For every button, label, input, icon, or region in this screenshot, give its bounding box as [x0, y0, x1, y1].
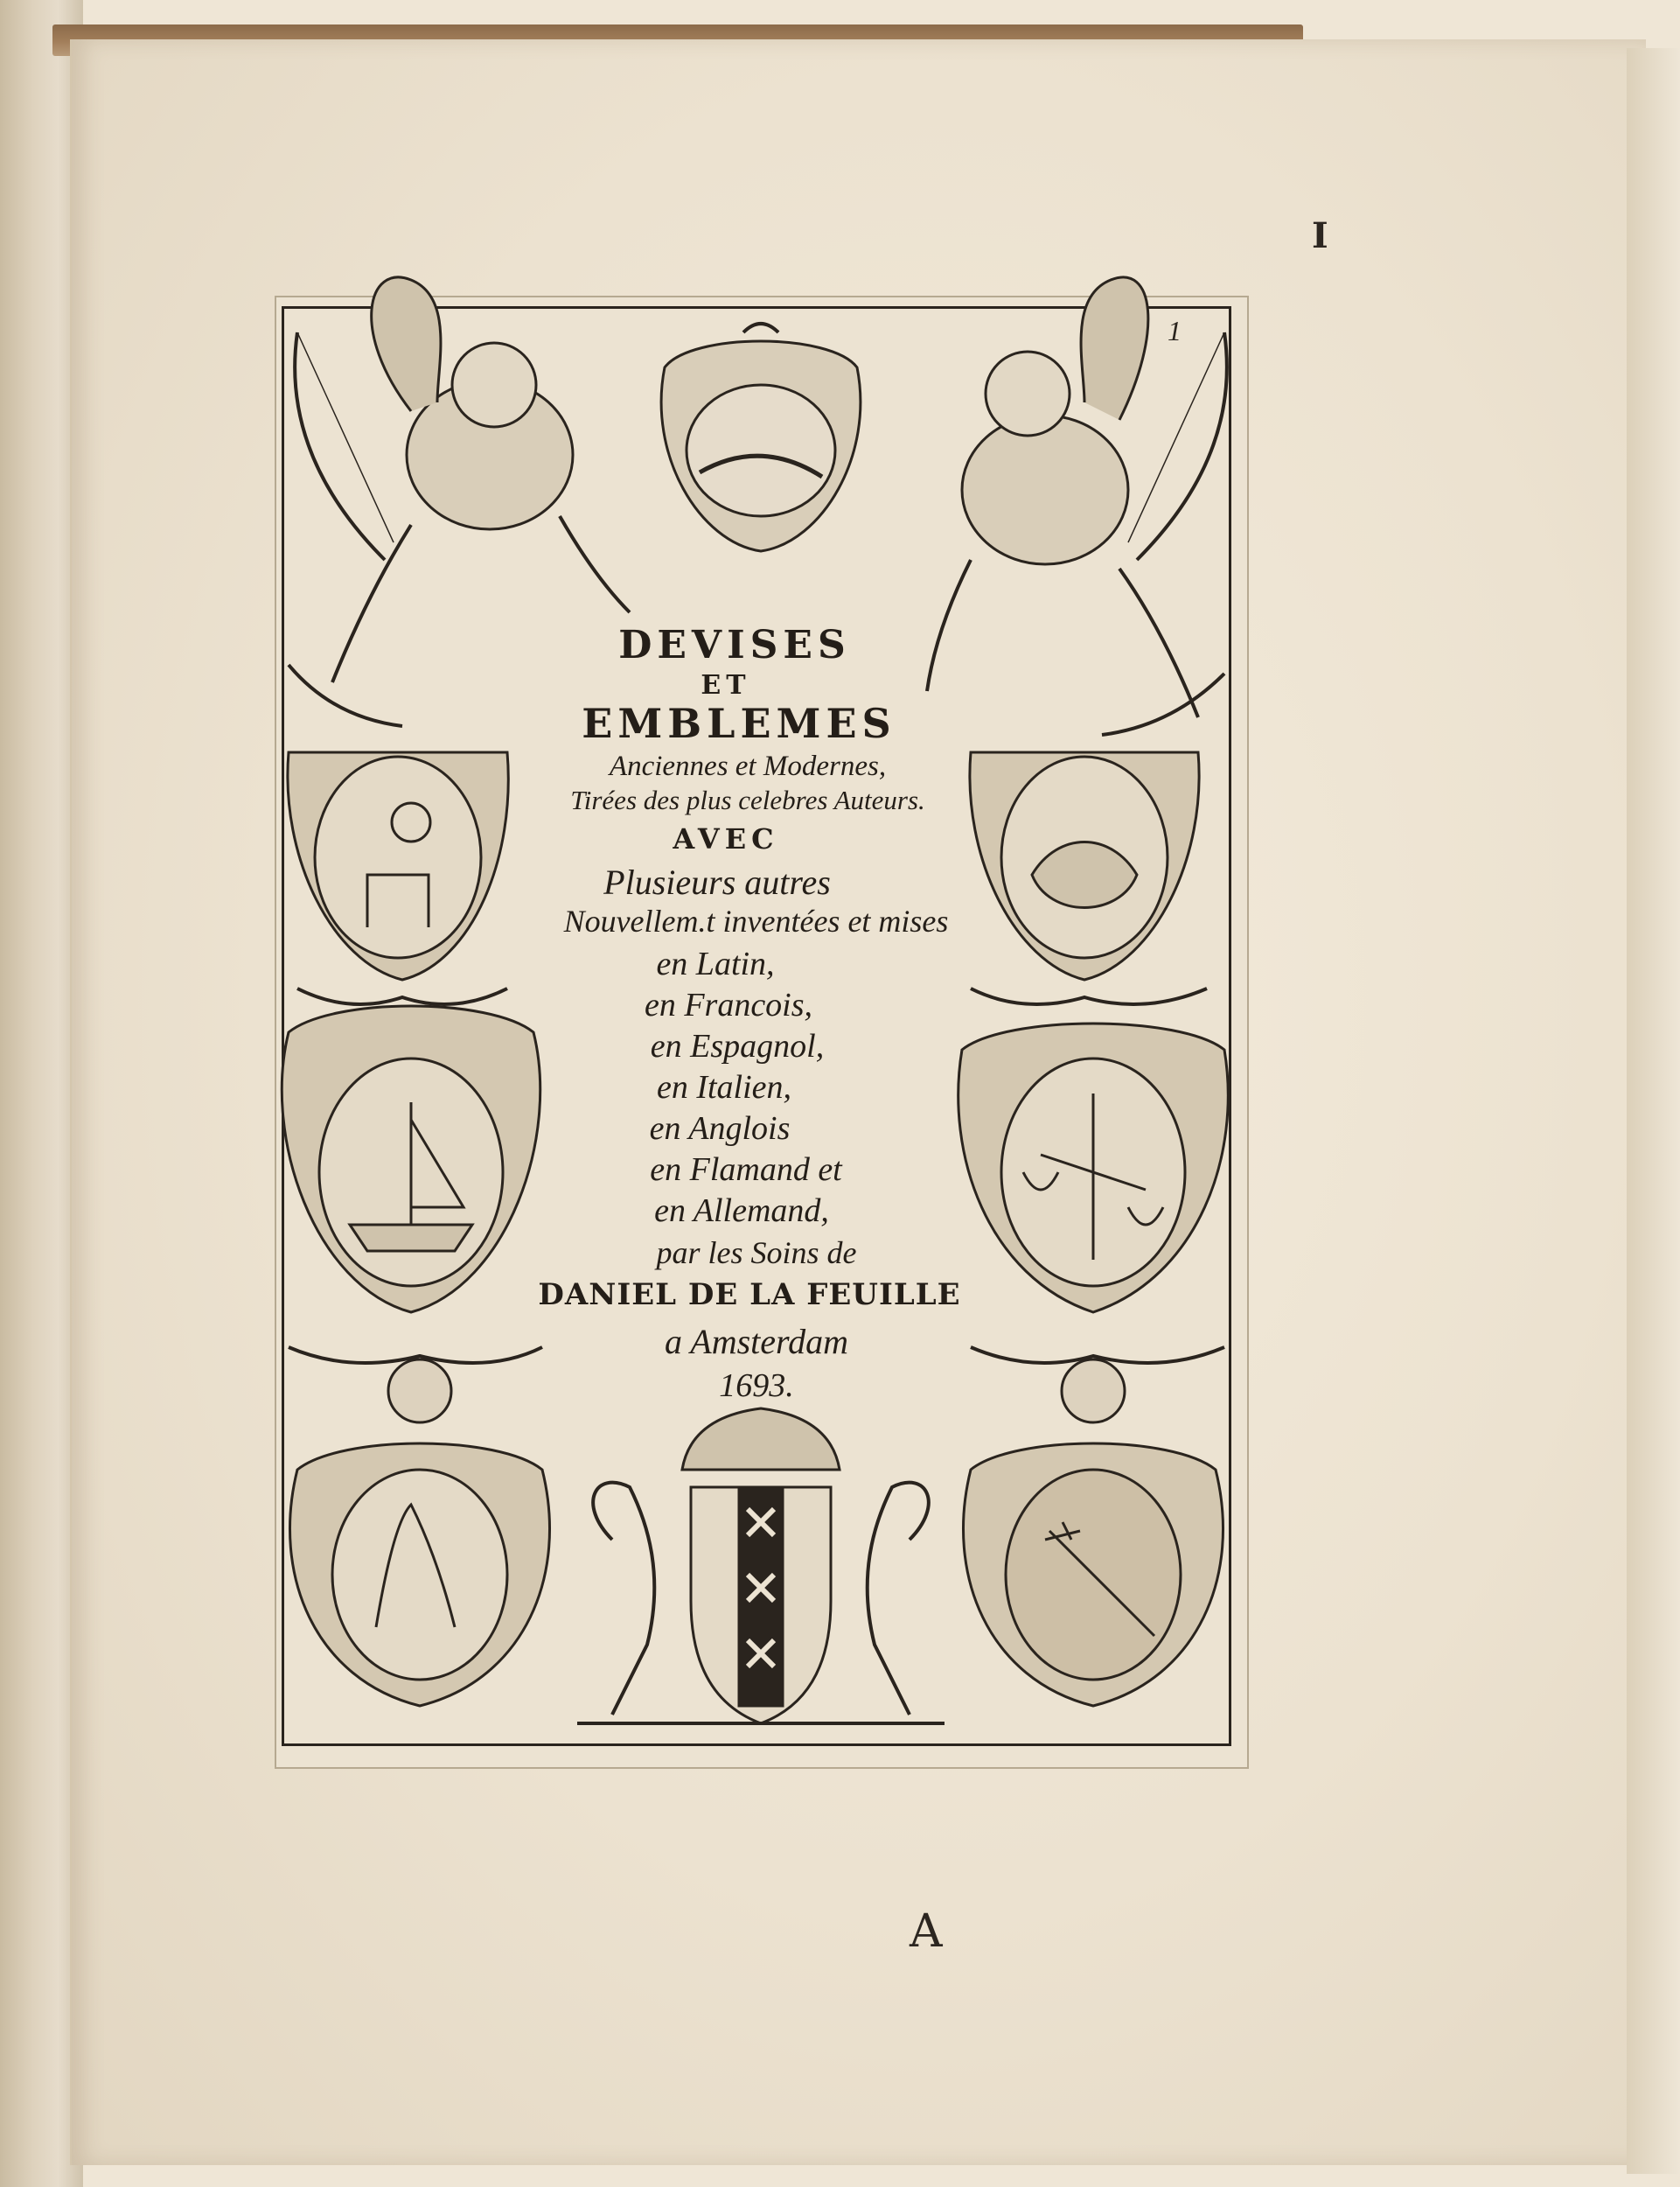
language-latin: en Latin, — [656, 946, 775, 982]
amsterdam-coat-of-arms-icon — [577, 1408, 945, 1723]
putto-right-icon — [927, 277, 1227, 717]
language-italien: en Italien, — [656, 1069, 792, 1106]
left-lower-cartouche-icon — [289, 1359, 549, 1706]
plate-number: 1 — [1168, 315, 1182, 346]
right-middle-shield-icon — [959, 1024, 1229, 1312]
top-cartouche-icon — [661, 324, 861, 551]
language-flamand: en Flamand et — [650, 1151, 842, 1188]
imprint-year: 1693. — [719, 1367, 794, 1404]
language-espagnol: en Espagnol, — [650, 1028, 825, 1065]
left-upper-shield-icon — [288, 752, 508, 980]
language-anglois: en Anglois — [649, 1110, 791, 1147]
right-upper-shield-icon — [970, 752, 1199, 980]
title-line-plusieurs: Plusieurs autres — [603, 863, 831, 902]
title-line-devises: DEVISES — [618, 623, 851, 667]
imprint-place: a Amsterdam — [665, 1322, 848, 1361]
right-lower-cartouche-icon — [963, 1359, 1223, 1706]
language-allemand: en Allemand, — [654, 1192, 829, 1229]
putto-left-icon — [295, 277, 630, 682]
author-name: DANIEL DE LA FEUILLE — [538, 1277, 961, 1312]
folio-number: I — [1312, 215, 1328, 256]
title-line-emblemes: EMBLEMES — [582, 700, 896, 747]
left-middle-shield-icon — [282, 1006, 540, 1312]
language-francois: en Francois, — [644, 987, 813, 1024]
title-line-par-les-soins: par les Soins de — [656, 1235, 857, 1270]
title-line-nouvellement: Nouvellem.t inventées et mises — [563, 904, 949, 939]
signature-mark: A — [910, 1905, 943, 1958]
title-line-tirees: Tirées des plus celebres Auteurs. — [570, 785, 925, 815]
title-line-et: ET — [701, 670, 751, 701]
title-line-anciennes: Anciennes et Modernes, — [609, 751, 887, 782]
title-line-avec: AVEC — [673, 822, 779, 856]
